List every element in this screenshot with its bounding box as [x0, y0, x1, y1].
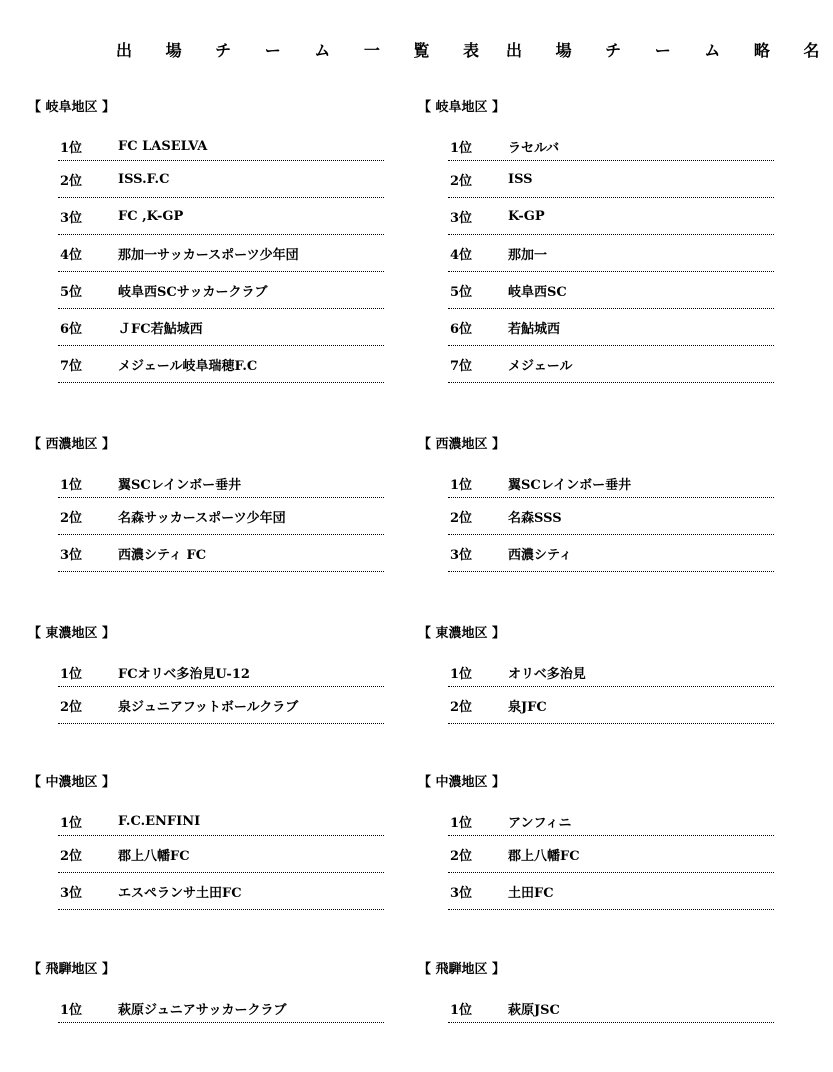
team-name: 郡上八幡FC [118, 848, 190, 864]
region-label: 【 東濃地区 】 [418, 626, 506, 641]
team-name: FC LASELVA [118, 139, 208, 154]
ranking-row [58, 498, 384, 535]
rank-label: 1位 [450, 478, 473, 493]
team-name: ISS [508, 171, 533, 187]
region-label: 【 飛騨地区 】 [28, 962, 116, 977]
ranking-row [448, 346, 774, 383]
ranking-row [448, 836, 774, 873]
region-section [28, 773, 388, 910]
ranking-row [448, 309, 774, 346]
rank-label: 3位 [450, 210, 473, 226]
ranking-row [58, 808, 384, 836]
ranking-row [58, 995, 384, 1023]
team-name: 土田FC [508, 885, 554, 901]
team-name: メジェール [508, 358, 573, 374]
ranking-row [58, 309, 384, 346]
region-section [418, 624, 778, 724]
ranking-row [448, 235, 774, 272]
region-section [418, 773, 778, 910]
rank-label: 1位 [60, 1003, 83, 1018]
rank-label: 2位 [450, 173, 473, 189]
ranking-row [58, 659, 384, 687]
ranking-row [448, 161, 774, 198]
region-label: 【 中濃地区 】 [28, 775, 116, 790]
full-name-title: 出 場 チ ー ム 一 覧 表 [116, 41, 493, 60]
team-name: 泉JFC [508, 699, 547, 715]
rank-label: 1位 [450, 1003, 473, 1018]
team-name: FCオリベ多治見U-12 [118, 667, 250, 682]
team-name: K-GP [508, 208, 545, 224]
region-label: 【 飛騨地区 】 [418, 962, 506, 977]
rank-label: 6位 [60, 321, 83, 337]
ranking-row [448, 498, 774, 535]
team-name: 翼SCレインボー垂井 [508, 478, 632, 493]
ranking-list [448, 470, 774, 572]
team-name: 若鮎城西 [508, 321, 561, 337]
rank-label: 2位 [450, 510, 473, 526]
region-section [28, 435, 388, 572]
rank-label: 3位 [60, 210, 83, 226]
team-name: ＪFC若鮎城西 [118, 321, 203, 337]
team-name: 岐阜西SC [508, 284, 567, 300]
team-name: 名森サッカースポーツ少年団 [118, 510, 286, 526]
rank-label: 1位 [60, 816, 83, 831]
rank-label: 7位 [450, 358, 473, 374]
ranking-row [448, 808, 774, 836]
ranking-row [448, 272, 774, 309]
ranking-row [58, 161, 384, 198]
region-section [28, 960, 388, 1023]
rank-label: 2位 [60, 510, 83, 526]
region-section [418, 960, 778, 1023]
rank-label: 3位 [450, 885, 473, 901]
rank-label: 7位 [60, 358, 83, 374]
region-label: 【 中濃地区 】 [418, 775, 506, 790]
team-name: F.C.ENFINI [118, 814, 201, 829]
region-label: 【 東濃地区 】 [28, 626, 116, 641]
rank-label: 3位 [60, 885, 83, 901]
ranking-row [448, 133, 774, 161]
team-name: ISS.F.C [118, 171, 170, 187]
team-name: 郡上八幡FC [508, 848, 580, 864]
rank-label: 2位 [60, 173, 83, 189]
ranking-row [58, 687, 384, 724]
ranking-list [58, 133, 384, 383]
rank-label: 1位 [450, 816, 473, 831]
region-section [418, 435, 778, 572]
short-name-title: 出 場 チ ー ム 略 名 [506, 41, 833, 60]
rank-label: 1位 [60, 141, 83, 156]
ranking-row [58, 133, 384, 161]
ranking-row [448, 198, 774, 235]
rank-label: 5位 [60, 284, 83, 300]
region-section [418, 98, 778, 383]
ranking-list [448, 133, 774, 383]
rank-label: 3位 [450, 547, 473, 563]
ranking-list [58, 995, 384, 1023]
ranking-row [58, 836, 384, 873]
ranking-row [58, 198, 384, 235]
rank-label: 6位 [450, 321, 473, 337]
team-name: オリベ多治見 [508, 667, 586, 682]
ranking-row [448, 659, 774, 687]
team-name: 名森SSS [508, 510, 562, 526]
team-name: FC ,K-GP [118, 208, 184, 224]
ranking-list [58, 470, 384, 572]
team-name: 西濃シティ FC [118, 547, 207, 563]
region-label: 【 岐阜地区 】 [418, 100, 506, 115]
rank-label: 1位 [60, 478, 83, 493]
ranking-list [58, 659, 384, 724]
team-name: 萩原ジュニアサッカークラブ [118, 1003, 287, 1018]
rank-label: 4位 [60, 247, 83, 263]
region-label: 【 西濃地区 】 [418, 437, 506, 452]
ranking-row [448, 873, 774, 910]
ranking-list [58, 808, 384, 910]
team-name: 萩原JSC [508, 1003, 560, 1018]
rank-label: 4位 [450, 247, 473, 263]
team-name: 翼SCレインボー垂井 [118, 478, 242, 493]
team-name: 西濃シティ [508, 547, 572, 563]
ranking-row [448, 470, 774, 498]
ranking-row [58, 272, 384, 309]
ranking-list [448, 995, 774, 1023]
rank-label: 1位 [60, 667, 83, 682]
rank-label: 2位 [450, 848, 473, 864]
team-name: メジェール岐阜瑞穂F.C [118, 358, 258, 374]
team-name: 那加一サッカースポーツ少年団 [118, 247, 299, 263]
ranking-row [58, 470, 384, 498]
region-section [28, 624, 388, 724]
ranking-row [58, 235, 384, 272]
team-name: 泉ジュニアフットボールクラブ [118, 699, 299, 715]
team-name: ラセルバ [508, 141, 560, 156]
rank-label: 1位 [450, 141, 473, 156]
rank-label: 3位 [60, 547, 83, 563]
rank-label: 2位 [60, 848, 83, 864]
region-label: 【 岐阜地区 】 [28, 100, 116, 115]
rank-label: 2位 [450, 699, 473, 715]
ranking-list [448, 659, 774, 724]
ranking-row [448, 687, 774, 724]
ranking-row [58, 535, 384, 572]
ranking-row [448, 535, 774, 572]
region-section [28, 98, 388, 383]
ranking-row [448, 995, 774, 1023]
team-name: エスペランサ土田FC [118, 885, 242, 901]
team-name: 那加一 [508, 247, 548, 263]
rank-label: 2位 [60, 699, 83, 715]
team-name: 岐阜西SCサッカークラブ [118, 284, 268, 300]
region-label: 【 西濃地区 】 [28, 437, 116, 452]
rank-label: 1位 [450, 667, 473, 682]
ranking-row [58, 873, 384, 910]
team-name: アンフィニ [508, 816, 572, 831]
rank-label: 5位 [450, 284, 473, 300]
ranking-row [58, 346, 384, 383]
ranking-list [448, 808, 774, 910]
